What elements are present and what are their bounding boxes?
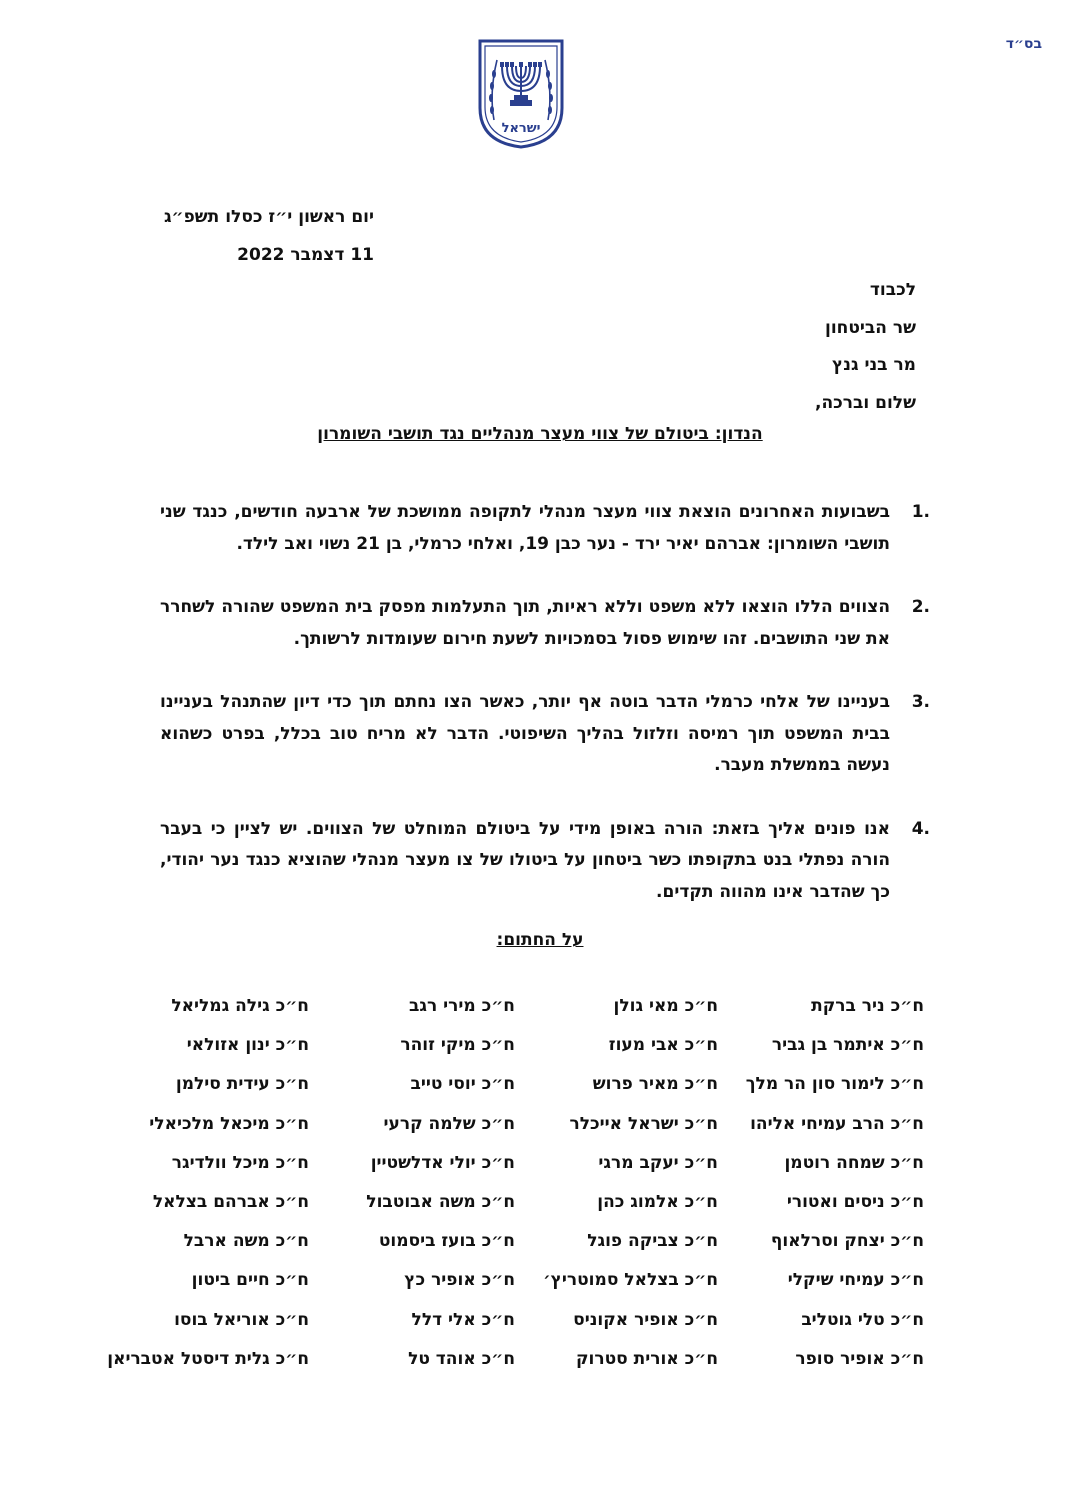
signers-title: על החתום:	[496, 930, 584, 950]
signers-row	[94, 1114, 924, 1153]
signer-name: ח״כ מיכאל מלכיאלי	[149, 1113, 309, 1134]
signer-name: ח״כ אופיר כץ	[404, 1270, 515, 1291]
bsd-header: בס״ד	[1005, 36, 1042, 52]
signer-name: ח״כ גילה גמליאל	[171, 996, 309, 1016]
signers-row	[94, 1153, 924, 1192]
signer-name: ח״כ אוהד טל	[408, 1348, 515, 1369]
addressee-line: שר הביטחון	[825, 317, 916, 338]
signers-row	[94, 996, 924, 1035]
signer-name: ח״כ לימור סון הר מלך	[745, 1074, 924, 1095]
signer-name: ח״כ שמחה רוטמן	[784, 1152, 924, 1173]
signer-name: ח״כ הרב עמיחי אליהו	[750, 1113, 924, 1134]
paragraph-number: 1.	[911, 502, 930, 522]
letter-body	[160, 497, 930, 908]
signer-name: ח״כ יצחק וסרלאוף	[770, 1231, 924, 1252]
emblem-caption: ישראל	[501, 121, 541, 136]
signers-row	[94, 1310, 924, 1349]
paragraph	[160, 497, 930, 560]
date-block	[144, 198, 374, 274]
signer-name: ח״כ אברהם בצלאל	[152, 1191, 309, 1212]
paragraph-number: 3.	[911, 692, 930, 712]
signer-name: ח״כ אוריאל בוסו	[174, 1309, 309, 1330]
signer-name: ח״כ שלמה קרעי	[383, 1113, 515, 1134]
signers-list	[94, 996, 924, 1388]
signer-name: ח״כ ניר ברקת	[811, 996, 924, 1016]
signer-name: ח״כ יוסי טייב	[410, 1074, 515, 1095]
signer-name: ח״כ אבי מעוז	[608, 1035, 718, 1056]
addressee-line: מר בני גנץ	[832, 355, 916, 375]
signer-name: ח״כ אלמוג כהן	[597, 1191, 718, 1212]
signer-name: ח״כ אורית סטרוק	[576, 1348, 718, 1369]
signer-name: ח״כ מירי רגב	[409, 996, 515, 1016]
signer-name: ח״כ טלי גוטליב	[801, 1309, 924, 1330]
addressee-block	[815, 272, 916, 422]
signer-name: ח״כ אופיר סופר	[795, 1348, 924, 1369]
signer-name: ח״כ עידית סילמן	[175, 1074, 309, 1095]
signer-name: ח״כ ניסים ואטורי	[786, 1191, 924, 1212]
signer-name: ח״כ יולי אדלשטיין	[370, 1152, 515, 1173]
signers-row	[94, 1349, 924, 1388]
signer-name: ח״כ משה ארבל	[183, 1231, 309, 1252]
israel-emblem-icon	[477, 38, 565, 150]
signer-name: ח״כ בועז ביסמוט	[378, 1231, 515, 1252]
signer-name: ח״כ משה אבוטבול	[366, 1191, 515, 1212]
signer-name: ח״כ מאיר פרוש	[592, 1074, 718, 1095]
subject-line: הנדון: ביטולם של צווי מעצר מנהליים נגד תושבי השומרון	[317, 424, 763, 444]
signers-row	[94, 1231, 924, 1270]
signer-name: ח״כ אלי דלל	[411, 1309, 515, 1330]
paragraph	[160, 687, 930, 782]
signers-row	[94, 1192, 924, 1231]
signers-row	[94, 1035, 924, 1074]
paragraph-number: 4.	[911, 818, 930, 839]
paragraph-number: 2.	[911, 597, 930, 617]
signer-name: ח״כ בצלאל סמוטריץ׳	[543, 1270, 718, 1291]
signer-name: ח״כ ינון אזולאי	[186, 1035, 309, 1056]
paragraph-text: אנו פונים אליך בזאת: הורה באופן מידי על ביטולם המוחלט של הצווים. יש לציין כי בעבר הורה נפתלי בנט בתקופתו כשר ביטחון על ביטולו של צו מעצר מנהלי שהוציא כנגד נער יהודי, כך שהדבר אינו מהווה תקדים.	[160, 818, 890, 902]
signer-name: ח״כ מאי גולן	[613, 996, 718, 1016]
signer-name: ח״כ יעקב מרגי	[598, 1152, 718, 1173]
signer-name: ח״כ מיקי זוהר	[400, 1035, 515, 1056]
addressee-line: לכבוד	[869, 280, 916, 300]
signer-name: ח״כ צביקה פוגל	[587, 1231, 718, 1252]
signer-name: ח״כ ישראל אייכלר	[569, 1113, 718, 1134]
paragraph-text: בשבועות האחרונים הוצאת צווי מעצר מנהלי לתקופה ממושכת של ארבעה חודשים, כנגד שני תושבי השומרון: אברהם יאיר ירד - נער כבן 19, ואלחי כרמלי, בן 21 נשוי ואב לילד.	[160, 502, 890, 554]
paragraph	[160, 814, 930, 909]
signer-name: ח״כ עמיחי שיקלי	[787, 1270, 924, 1291]
signer-name: ח״כ גלית דיסטל אטבריאן	[107, 1348, 309, 1369]
signer-name: ח״כ חיים ביטון	[191, 1270, 309, 1291]
gregorian-date: 11 דצמבר 2022	[237, 245, 374, 265]
signers-row	[94, 1074, 924, 1113]
signer-name: ח״כ אופיר אקוניס	[573, 1309, 718, 1330]
paragraph	[160, 592, 930, 655]
addressee-line: שלום וברכה,	[815, 392, 916, 413]
paragraph-text: בעניינו של אלחי כרמלי הדבר בוטה אף יותר, כאשר הצו נחתם תוך כדי דיון שהתנהל בעניינו בבית המשפט תוך רמיסה וזלזול בהליך השיפוטי. הדבר לא מריח טוב בכלל, בפרט כשהוא נעשה בממשלת מעבר.	[160, 692, 890, 775]
signer-name: ח״כ איתמר בן גביר	[771, 1035, 924, 1056]
paragraph-text: הצווים הללו הוצאו ללא משפט וללא ראיות, תוך התעלמות מפסק בית המשפט שהורה לשחרר את שני התושבים. זהו שימוש פסול בסמכויות לשעת חירום שעומדות לרשותך.	[160, 597, 890, 649]
hebrew-date: יום ראשון י״ז כסלו תשפ״ג	[163, 207, 374, 227]
signers-row	[94, 1270, 924, 1309]
signer-name: ח״כ מיכל וולדיגר	[171, 1152, 309, 1173]
